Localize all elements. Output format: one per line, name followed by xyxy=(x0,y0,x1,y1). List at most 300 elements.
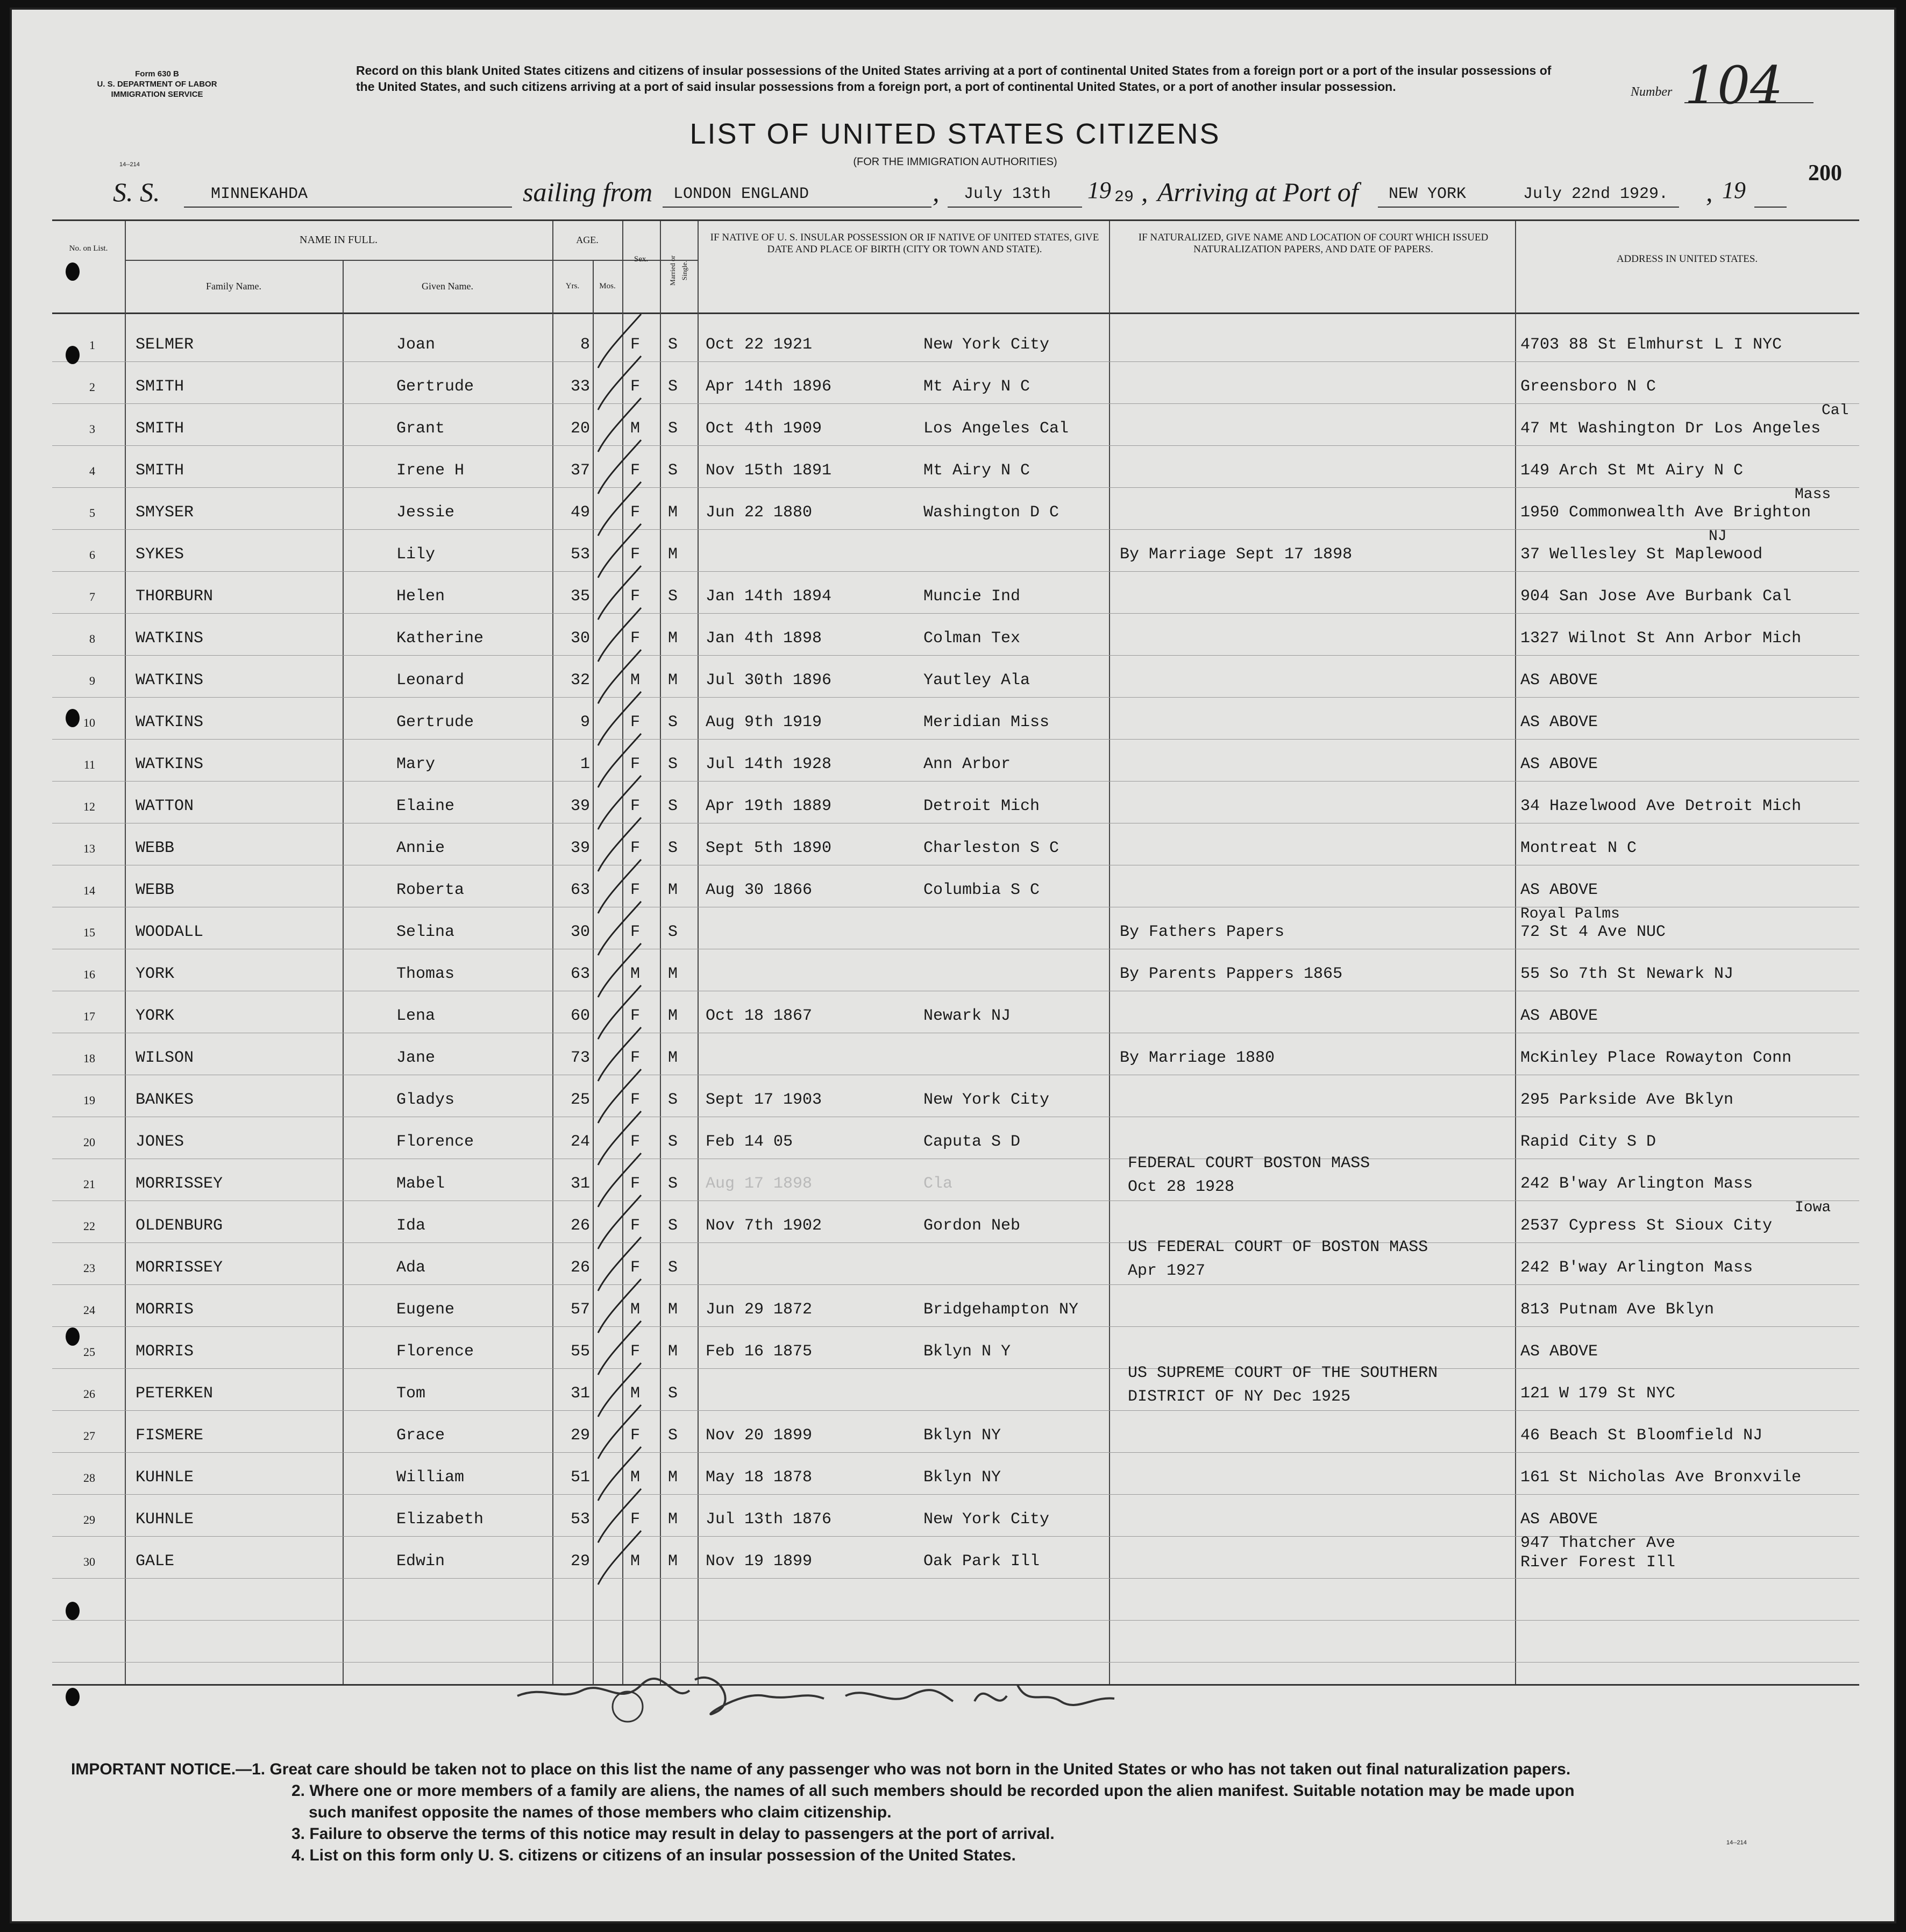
address: 947 Thatcher Ave xyxy=(1520,1534,1676,1552)
sex: F xyxy=(630,755,641,773)
row-rule xyxy=(52,1284,1859,1285)
row-number: 17 xyxy=(83,1010,95,1023)
year-prefix-2: 19 xyxy=(1722,177,1746,203)
age: 24 xyxy=(570,1133,590,1151)
marital-status: M xyxy=(668,881,678,899)
sex: F xyxy=(630,1510,641,1529)
address: Montreat N C xyxy=(1520,839,1637,857)
age: 26 xyxy=(570,1259,590,1277)
marital-status: S xyxy=(668,1384,678,1403)
given-name: Gertrude xyxy=(396,713,474,731)
naturalization: US SUPREME COURT OF THE SOUTHERN xyxy=(1128,1364,1438,1382)
given-name: Elizabeth xyxy=(396,1510,484,1529)
address: 47 Mt Washington Dr Los Angeles xyxy=(1520,420,1821,438)
row-rule xyxy=(52,1494,1859,1495)
notice-item-2: 2. Where one or more members of a family are aliens, the names of all such members should be recorded upon the alien manifest. Suitable notation may be made upon xyxy=(291,1782,1575,1800)
row-number: 1 xyxy=(89,338,95,352)
col-naturalized: IF NATURALIZED, GIVE NAME AND LOCATION OF COURT WHICH ISSUED NATURALIZATION PAPERS, AND DATE OF PAPERS. xyxy=(1138,232,1489,255)
row-number: 7 xyxy=(89,590,95,603)
naturalization-line2: Apr 1927 xyxy=(1128,1262,1206,1280)
family-name: WILSON xyxy=(136,1049,194,1067)
given-name: Irene H xyxy=(396,461,465,480)
row-number: 19 xyxy=(83,1093,95,1107)
family-name: SMITH xyxy=(136,420,184,438)
family-name: WATKINS xyxy=(136,755,204,773)
col-birth: IF NATIVE OF U. S. INSULAR POSSESSION OR IF NATIVE OF UNITED STATES, GIVE DATE AND PLACE OF BIRTH (CITY OR TOWN AND STATE). xyxy=(710,232,1099,255)
notice-heading: IMPORTANT NOTICE. xyxy=(71,1760,236,1778)
family-name: MORRIS xyxy=(136,1301,194,1319)
row-rule xyxy=(52,403,1859,404)
sex: M xyxy=(630,1552,641,1571)
check-mark xyxy=(598,1153,641,1207)
check-mark xyxy=(598,943,641,997)
check-mark xyxy=(598,524,641,578)
marital-status: M xyxy=(668,671,678,690)
given-name: Leonard xyxy=(396,671,465,690)
given-name: Florence xyxy=(396,1133,474,1151)
birth-date: Nov 20 1899 xyxy=(706,1426,813,1445)
naturalization: FEDERAL COURT BOSTON MASS xyxy=(1128,1154,1370,1173)
sex: F xyxy=(630,1426,641,1445)
birth-date: Feb 14 05 xyxy=(706,1133,793,1151)
age: 30 xyxy=(570,923,590,941)
row-rule xyxy=(52,697,1859,698)
row-rule xyxy=(52,571,1859,572)
birth-date: Nov 19 1899 xyxy=(706,1552,813,1571)
given-name: Thomas xyxy=(396,965,455,983)
age: 1 xyxy=(580,755,590,773)
address-line2: River Forest Ill xyxy=(1520,1553,1676,1572)
age: 73 xyxy=(570,1049,590,1067)
row-number: 14 xyxy=(83,884,95,897)
check-mark xyxy=(598,1069,641,1123)
sex: F xyxy=(630,923,641,941)
family-name: YORK xyxy=(136,1007,175,1025)
check-mark xyxy=(598,692,641,745)
age: 55 xyxy=(570,1343,590,1361)
address-note: Iowa xyxy=(1795,1199,1831,1216)
sex: F xyxy=(630,629,641,648)
address-note: Mass xyxy=(1795,486,1831,503)
notice-item-3: 3. Failure to observe the terms of this notice may result in delay to passengers at the port of arrival. xyxy=(291,1825,1055,1843)
row-number: 29 xyxy=(83,1513,95,1526)
birth-place: Mt Airy N C xyxy=(923,461,1030,480)
birth-date: Oct 18 1867 xyxy=(706,1007,813,1025)
page-subtitle: (FOR THE IMMIGRATION AUTHORITIES) xyxy=(853,156,1057,168)
age: 57 xyxy=(570,1301,590,1319)
check-mark xyxy=(598,776,641,829)
family-name: MORRIS xyxy=(136,1343,194,1361)
check-mark xyxy=(598,1027,641,1081)
marital-status: M xyxy=(668,1343,678,1361)
birth-date: Jan 14th 1894 xyxy=(706,587,832,606)
sex: F xyxy=(630,378,641,396)
birth-place: Bklyn NY xyxy=(923,1468,1001,1487)
age: 26 xyxy=(570,1217,590,1235)
row-rule xyxy=(52,1326,1859,1327)
marital-status: M xyxy=(668,1301,678,1319)
birth-place: Bridgehampton NY xyxy=(923,1301,1079,1319)
family-name: SMITH xyxy=(136,378,184,396)
col-mos: Mos. xyxy=(599,282,616,290)
arrival-date: July 22nd 1929. xyxy=(1523,185,1669,203)
birth-date: Jul 14th 1928 xyxy=(706,755,832,773)
row-rule xyxy=(52,781,1859,782)
age: 31 xyxy=(570,1384,590,1403)
given-name: William xyxy=(396,1468,465,1487)
check-mark xyxy=(598,314,641,368)
given-name: Jane xyxy=(396,1049,436,1067)
check-mark xyxy=(598,901,641,955)
check-mark xyxy=(598,1237,641,1291)
department: U. S. DEPARTMENT OF LABOR xyxy=(97,80,217,89)
birth-place: Yautley Ala xyxy=(923,671,1030,690)
address: Rapid City S D xyxy=(1520,1133,1656,1151)
binder-hole xyxy=(66,709,80,727)
col-family-name: Family Name. xyxy=(206,281,261,292)
age: 9 xyxy=(580,713,590,731)
age: 53 xyxy=(570,1510,590,1529)
address: AS ABOVE xyxy=(1520,1510,1598,1529)
family-name: MORRISSEY xyxy=(136,1175,223,1193)
record-instructions: Record on this blank United States citizens and citizens of insular possessions of the United States arriving at a port of continental United States from a foreign port or a port of the insular possessions of the United States, and such citizens arriving at a port of said insular possessions from a foreign port, a port of continental United States, or a port of another insular possession. xyxy=(356,63,1552,94)
row-number: 30 xyxy=(83,1555,95,1568)
birth-place: Colman Tex xyxy=(923,629,1021,648)
marital-status: S xyxy=(668,713,678,731)
birth-date: Aug 30 1866 xyxy=(706,881,813,899)
address: 72 St 4 Ave NUC xyxy=(1520,923,1666,941)
address: 1327 Wilnot St Ann Arbor Mich xyxy=(1520,629,1802,648)
arriving-label: Arriving at Port of xyxy=(1157,177,1359,207)
row-number: 20 xyxy=(83,1135,95,1149)
check-mark xyxy=(598,860,641,913)
address: 2537 Cypress St Sioux City xyxy=(1520,1217,1773,1235)
birth-place: Los Angeles Cal xyxy=(923,420,1069,438)
address-note: Cal xyxy=(1822,402,1849,419)
service: IMMIGRATION SERVICE xyxy=(111,90,203,99)
list-number: 104 xyxy=(1684,55,1783,116)
form-block xyxy=(93,69,222,100)
row-number: 6 xyxy=(89,548,95,562)
form-number: Form 630 B xyxy=(135,69,179,79)
family-name: JONES xyxy=(136,1133,184,1151)
notice-item-1: —1. Great care should be taken not to place on this list the name of any passenger who was not born in the United States or who has not taken out final naturalization papers. xyxy=(236,1760,1571,1778)
family-name: KUHNLE xyxy=(136,1468,194,1487)
page-title: LIST OF UNITED STATES CITIZENS xyxy=(689,118,1221,150)
marital-status: S xyxy=(668,1259,678,1277)
age: 51 xyxy=(570,1468,590,1487)
given-name: Annie xyxy=(396,839,445,857)
sex: F xyxy=(630,839,641,857)
sex: F xyxy=(630,1217,641,1235)
family-name: BANKES xyxy=(136,1091,194,1109)
row-number: 8 xyxy=(89,632,95,645)
address: Greensboro N C xyxy=(1520,378,1656,396)
marital-status: S xyxy=(668,420,678,438)
check-mark xyxy=(598,440,641,494)
marital-status: S xyxy=(668,461,678,480)
row-rule xyxy=(52,445,1859,446)
birth-place: Gordon Neb xyxy=(923,1217,1021,1235)
address: AS ABOVE xyxy=(1520,1343,1598,1361)
birth-date: Jul 13th 1876 xyxy=(706,1510,832,1529)
birth-date: Aug 9th 1919 xyxy=(706,713,822,731)
binder-hole xyxy=(66,262,80,281)
marital-status: M xyxy=(668,1552,678,1571)
family-name: SMYSER xyxy=(136,503,194,522)
marital-status: S xyxy=(668,378,678,396)
age: 63 xyxy=(570,965,590,983)
naturalization: By Fathers Papers xyxy=(1120,923,1285,941)
marital-status: M xyxy=(668,1468,678,1487)
address: 55 So 7th St Newark NJ xyxy=(1520,965,1734,983)
family-name: PETERKEN xyxy=(136,1384,214,1403)
given-name: Joan xyxy=(396,336,436,354)
row-number: 15 xyxy=(83,926,95,939)
address: 46 Beach St Bloomfield NJ xyxy=(1520,1426,1763,1445)
given-name: Edwin xyxy=(396,1552,445,1571)
given-name: Jessie xyxy=(396,503,455,522)
sex: M xyxy=(630,1384,641,1403)
family-name: SELMER xyxy=(136,336,194,354)
age: 49 xyxy=(570,503,590,522)
sex: F xyxy=(630,1259,641,1277)
row-rule xyxy=(52,739,1859,740)
check-mark xyxy=(598,1447,641,1501)
family-name: SYKES xyxy=(136,545,184,564)
check-mark xyxy=(598,1279,641,1333)
arrival-port: NEW YORK xyxy=(1389,185,1467,203)
birth-place: Charleston S C xyxy=(923,839,1059,857)
sailing-from: LONDON ENGLAND xyxy=(673,185,809,203)
address: AS ABOVE xyxy=(1520,1007,1598,1025)
naturalization: By Parents Pappers 1865 xyxy=(1120,965,1343,983)
sex: F xyxy=(630,1175,641,1193)
given-name: Selina xyxy=(396,923,455,941)
col-age: AGE. xyxy=(576,235,599,245)
naturalization: By Marriage 1880 xyxy=(1120,1049,1275,1067)
family-name: WATTON xyxy=(136,797,194,815)
family-name: SMITH xyxy=(136,461,184,480)
marital-status: M xyxy=(668,545,678,564)
address: 37 Wellesley St Maplewood xyxy=(1520,545,1763,564)
birth-place: Mt Airy N C xyxy=(923,378,1030,396)
birth-date: Sept 17 1903 xyxy=(706,1091,822,1109)
check-mark xyxy=(598,1405,641,1459)
binder-hole xyxy=(66,1688,80,1706)
birth-place: Oak Park Ill xyxy=(923,1552,1040,1571)
manifest-sheet xyxy=(10,8,1896,1923)
naturalization-line2: Oct 28 1928 xyxy=(1128,1178,1235,1196)
marital-status: S xyxy=(668,336,678,354)
sex: F xyxy=(630,545,641,564)
important-notice xyxy=(71,1759,1867,1866)
age: 53 xyxy=(570,545,590,564)
row-number: 10 xyxy=(83,716,95,729)
naturalization: By Marriage Sept 17 1898 xyxy=(1120,545,1353,564)
sex: F xyxy=(630,1049,641,1067)
check-mark xyxy=(598,734,641,787)
marital-status: S xyxy=(668,797,678,815)
age: 25 xyxy=(570,1091,590,1109)
family-name: WEBB xyxy=(136,839,175,857)
birth-place: Caputa S D xyxy=(923,1133,1021,1151)
table-frame xyxy=(52,219,1859,1686)
given-name: Eugene xyxy=(396,1301,455,1319)
marital-status: M xyxy=(668,965,678,983)
marital-status: S xyxy=(668,587,678,606)
sex: F xyxy=(630,503,641,522)
number-line xyxy=(1684,55,1813,116)
address: AS ABOVE xyxy=(1520,671,1598,690)
check-mark xyxy=(598,1489,641,1543)
marital-status: M xyxy=(668,1049,678,1067)
given-name: Gladys xyxy=(396,1091,455,1109)
age: 31 xyxy=(570,1175,590,1193)
naturalization: US FEDERAL COURT OF BOSTON MASS xyxy=(1128,1238,1428,1256)
marital-status: S xyxy=(668,1426,678,1445)
col-sex: Sex. xyxy=(634,255,649,264)
check-mark xyxy=(598,1195,641,1249)
sex: M xyxy=(630,671,641,690)
row-number: 2 xyxy=(89,380,95,394)
check-mark xyxy=(598,650,641,704)
check-mark xyxy=(598,1111,641,1165)
birth-place: New York City xyxy=(923,1091,1050,1109)
marital-status: S xyxy=(668,1175,678,1193)
family-name: MORRISSEY xyxy=(136,1259,223,1277)
col-married-single: Married or Single. xyxy=(668,255,688,286)
family-name: YORK xyxy=(136,965,175,983)
sex: F xyxy=(630,1007,641,1025)
row-rule xyxy=(52,487,1859,488)
notice-item-4: 4. List on this form only U. S. citizens or citizens of an insular possession of the United States. xyxy=(291,1846,1016,1864)
sex: F xyxy=(630,587,641,606)
birth-date: Jun 29 1872 xyxy=(706,1301,813,1319)
marital-status: S xyxy=(668,1091,678,1109)
row-number: 11 xyxy=(83,758,95,771)
age: 32 xyxy=(570,671,590,690)
birth-place: Muncie Ind xyxy=(923,587,1021,606)
given-name: Roberta xyxy=(396,881,465,899)
row-rule xyxy=(52,529,1859,530)
address: 242 B'way Arlington Mass xyxy=(1520,1259,1753,1277)
given-name: Florence xyxy=(396,1343,474,1361)
birth-date: Nov 15th 1891 xyxy=(706,461,832,480)
family-name: WATKINS xyxy=(136,671,204,690)
age: 60 xyxy=(570,1007,590,1025)
family-name: KUHNLE xyxy=(136,1510,194,1529)
row-number: 13 xyxy=(83,842,95,855)
check-marks xyxy=(590,314,724,1682)
number-label: Number xyxy=(1631,85,1673,99)
row-number: 27 xyxy=(83,1429,95,1443)
address: 242 B'way Arlington Mass xyxy=(1520,1175,1753,1193)
birth-date: Jun 22 1880 xyxy=(706,503,813,522)
birth-place: Bklyn N Y xyxy=(923,1343,1011,1361)
stamp-number: 200 xyxy=(1808,161,1842,186)
row-number: 28 xyxy=(83,1471,95,1484)
birth-place: Detroit Mich xyxy=(923,797,1040,815)
marital-status: M xyxy=(668,1510,678,1529)
row-rule xyxy=(52,1620,1859,1621)
given-name: Grace xyxy=(396,1426,445,1445)
birth-date: Oct 4th 1909 xyxy=(706,420,822,438)
age: 63 xyxy=(570,881,590,899)
marital-status: S xyxy=(668,755,678,773)
year-prefix-1: 19 xyxy=(1087,177,1111,203)
marital-status: M xyxy=(668,629,678,648)
check-mark xyxy=(598,1321,641,1375)
birth-place: Washington D C xyxy=(923,503,1059,522)
check-mark xyxy=(598,608,641,662)
naturalization-line2: DISTRICT OF NY Dec 1925 xyxy=(1128,1388,1351,1406)
check-mark xyxy=(598,818,641,871)
given-name: Mary xyxy=(396,755,436,773)
address: 34 Hazelwood Ave Detroit Mich xyxy=(1520,797,1802,815)
sex: F xyxy=(630,1133,641,1151)
sex: F xyxy=(630,1343,641,1361)
given-name: Tom xyxy=(396,1384,426,1403)
row-number: 16 xyxy=(83,968,95,981)
sex: F xyxy=(630,797,641,815)
family-name: WOODALL xyxy=(136,923,204,941)
address: 4703 88 St Elmhurst L I NYC xyxy=(1520,336,1782,354)
birth-date: Jul 30th 1896 xyxy=(706,671,832,690)
col-yrs: Yrs. xyxy=(565,282,580,290)
marital-status: M xyxy=(668,503,678,522)
col-no: No. on List. xyxy=(69,244,108,253)
row-number: 9 xyxy=(89,674,95,687)
check-mark xyxy=(598,1363,641,1417)
birth-date: May 18 1878 xyxy=(706,1468,813,1487)
age: 20 xyxy=(570,420,590,438)
marital-status: S xyxy=(668,923,678,941)
birth-place: Meridian Miss xyxy=(923,713,1050,731)
address-note: NJ xyxy=(1709,528,1727,545)
row-number: 18 xyxy=(83,1052,95,1065)
check-mark xyxy=(598,1531,641,1585)
birth-place: Newark NJ xyxy=(923,1007,1011,1025)
row-number: 22 xyxy=(83,1219,95,1233)
ship-name: MINNEKAHDA xyxy=(211,185,308,203)
row-rule xyxy=(52,1368,1859,1369)
birth-place: Columbia S C xyxy=(923,881,1040,899)
row-rule xyxy=(52,1578,1859,1579)
marital-status: M xyxy=(668,1007,678,1025)
address: AS ABOVE xyxy=(1520,881,1598,899)
row-rule xyxy=(52,655,1859,656)
row-rule xyxy=(52,1410,1859,1411)
check-mark xyxy=(598,566,641,620)
sex: F xyxy=(630,461,641,480)
birth-place: New York City xyxy=(923,1510,1050,1529)
row-rule xyxy=(52,613,1859,614)
age: 39 xyxy=(570,797,590,815)
birth-date: Apr 14th 1896 xyxy=(706,378,832,396)
given-name: Lily xyxy=(396,545,436,564)
age: 37 xyxy=(570,461,590,480)
row-number: 4 xyxy=(89,464,95,478)
row-number: 25 xyxy=(83,1345,95,1359)
family-name: OLDENBURG xyxy=(136,1217,223,1235)
family-name: WATKINS xyxy=(136,713,204,731)
age: 29 xyxy=(570,1552,590,1571)
row-number: 3 xyxy=(89,422,95,436)
given-name: Ida xyxy=(396,1217,426,1235)
col-given-name: Given Name. xyxy=(422,281,473,292)
address: McKinley Place Rowayton Conn xyxy=(1520,1049,1792,1067)
